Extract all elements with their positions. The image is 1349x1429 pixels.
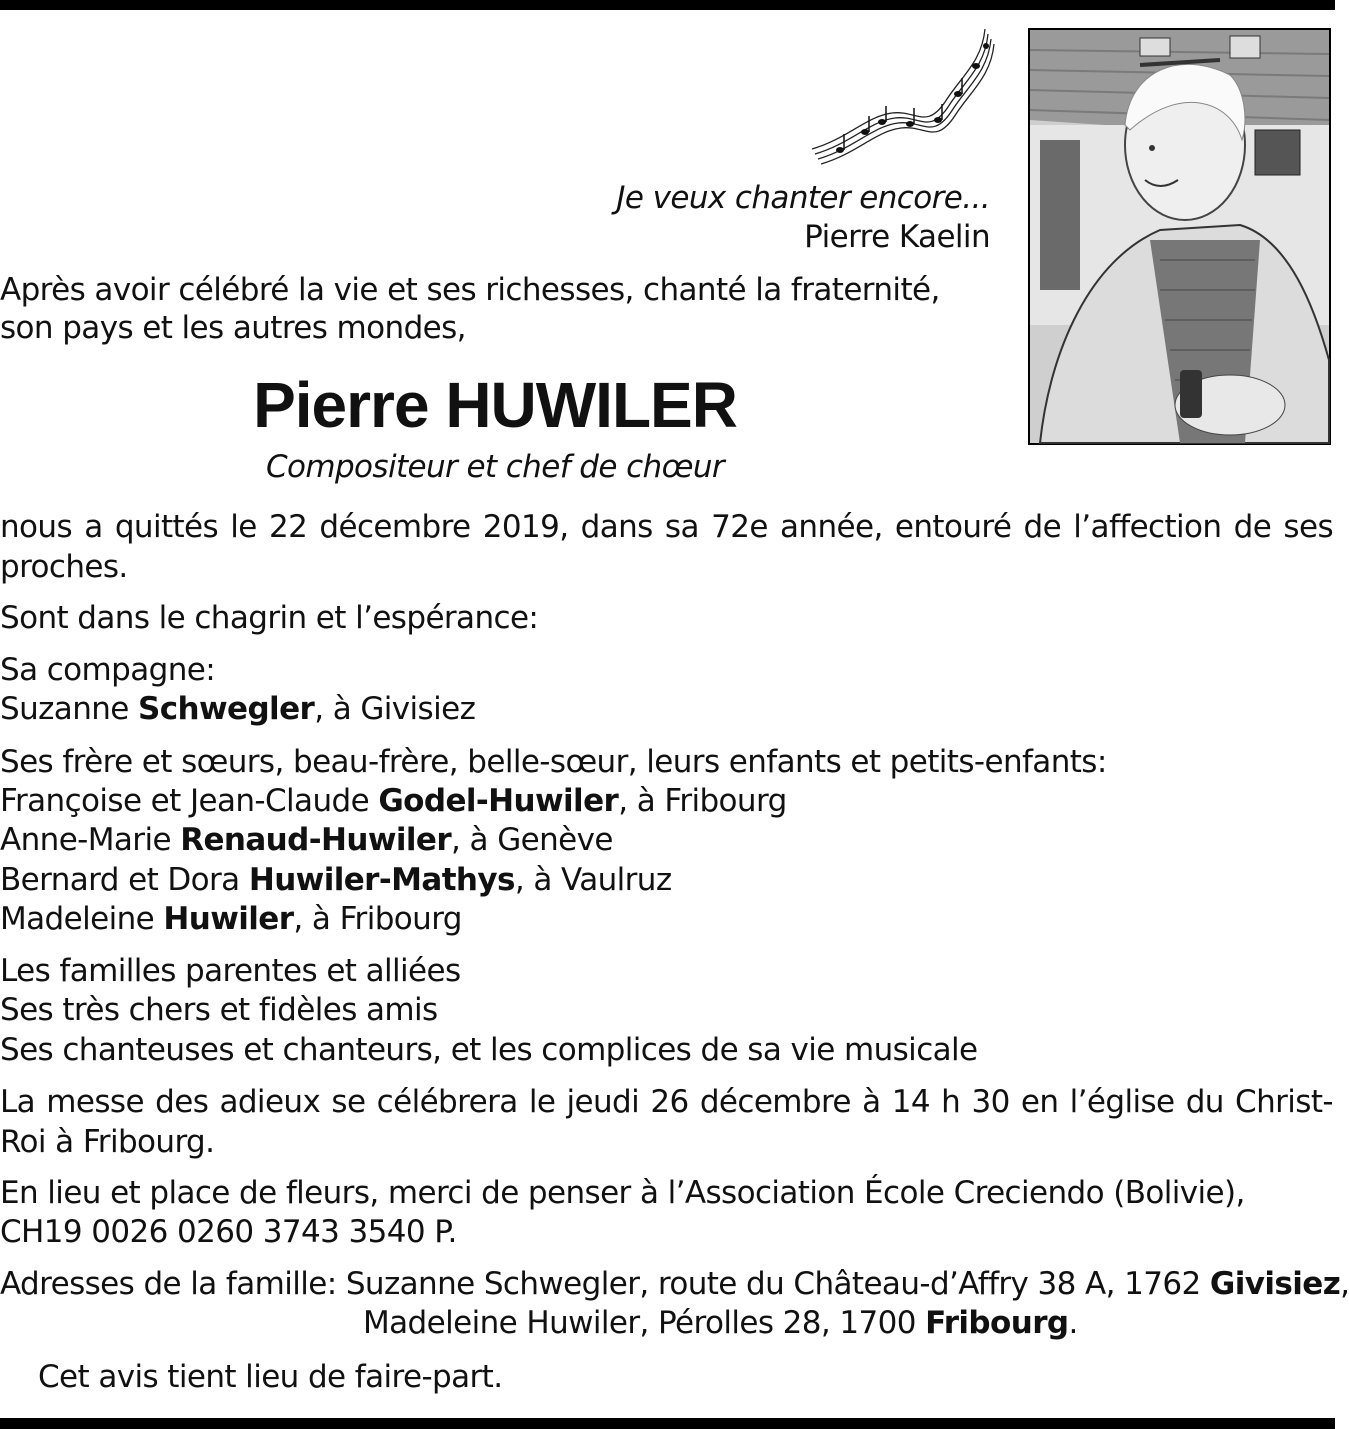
sibling-place: , à Fribourg <box>618 783 787 819</box>
companion-first-name: Suzanne <box>0 691 129 727</box>
others-line: Ses chanteuses et chanteurs, et les complices de sa vie musicale <box>0 1032 978 1068</box>
bottom-rule <box>0 1418 1335 1429</box>
sibling-last-name: Godel-Huwiler <box>378 783 619 819</box>
donation-line-1: En lieu et place de fleurs, merci de penser à l’Association École Creciendo (Bolivie), <box>0 1175 1245 1211</box>
sibling-last-name: Huwiler-Mathys <box>248 862 515 898</box>
sibling-first-names: Anne-Marie <box>0 822 171 858</box>
address-1-city: Givisiez <box>1209 1266 1341 1302</box>
sibling-first-names: Madeleine <box>0 901 155 937</box>
address-line-2 <box>363 1303 1078 1343</box>
intro-line-2: son pays et les autres mondes, <box>0 310 466 346</box>
announcement-paragraph: nous a quittés le 22 décembre 2019, dans sa 72e année, entouré de l’affection de ses proches. <box>0 509 1333 585</box>
sibling-place: , à Genève <box>451 822 613 858</box>
sibling-place: , à Fribourg <box>293 901 462 937</box>
sibling-entry <box>0 860 672 900</box>
others-line: Ses très chers et fidèles amis <box>0 992 438 1028</box>
companion-heading: Sa compagne: <box>0 652 216 688</box>
address-1-text: Adresses de la famille: Suzanne Schwegler, route du Château-d’Affry 38 A, 1762 <box>0 1266 1210 1302</box>
sibling-last-name: Renaud-Huwiler <box>180 822 452 858</box>
address-line-1 <box>0 1264 1349 1304</box>
sibling-entry <box>0 781 787 821</box>
epigraph-author: Pierre Kaelin <box>804 219 990 255</box>
siblings-heading: Ses frère et sœurs, beau-frère, belle-sœur, leurs enfants et petits-enfants: <box>0 744 1107 780</box>
mourners-intro: Sont dans le chagrin et l’espérance: <box>0 600 539 636</box>
sibling-place: , à Vaulruz <box>514 862 672 898</box>
sibling-last-name: Huwiler <box>163 901 294 937</box>
intro-line-1: Après avoir célébré la vie et ses richesses, chanté la fraternité, <box>0 272 940 308</box>
address-2-city: Fribourg <box>925 1305 1069 1341</box>
others-line: Les familles parentes et alliées <box>0 953 461 989</box>
sibling-first-names: Bernard et Dora <box>0 862 240 898</box>
sibling-first-names: Françoise et Jean-Claude <box>0 783 370 819</box>
deceased-title: Compositeur et chef de chœur <box>265 449 725 485</box>
portrait-photo <box>1028 28 1331 445</box>
companion-last-name: Schwegler <box>138 691 315 727</box>
epigraph-quote: Je veux chanter encore... <box>616 180 990 216</box>
mass-paragraph: La messe des adieux se célébrera le jeudi 26 décembre à 14 h 30 en l’église du Christ-Roi à Fribourg. <box>0 1084 1333 1160</box>
companion-entry <box>0 689 475 729</box>
companion-place: , à Givisiez <box>314 691 476 727</box>
sibling-entry <box>0 820 613 860</box>
closing-note: Cet avis tient lieu de faire-part. <box>38 1359 503 1395</box>
sibling-entry <box>0 899 462 939</box>
address-1-end: , <box>1340 1266 1349 1302</box>
address-2-text: Madeleine Huwiler, Pérolles 28, 1700 <box>363 1305 926 1341</box>
top-rule <box>0 0 1335 10</box>
music-notes-icon <box>810 26 995 166</box>
donation-line-2: CH19 0026 0260 3743 3540 P. <box>0 1214 457 1250</box>
deceased-name: Pierre HUWILER <box>253 369 737 441</box>
address-2-end: . <box>1068 1305 1078 1341</box>
